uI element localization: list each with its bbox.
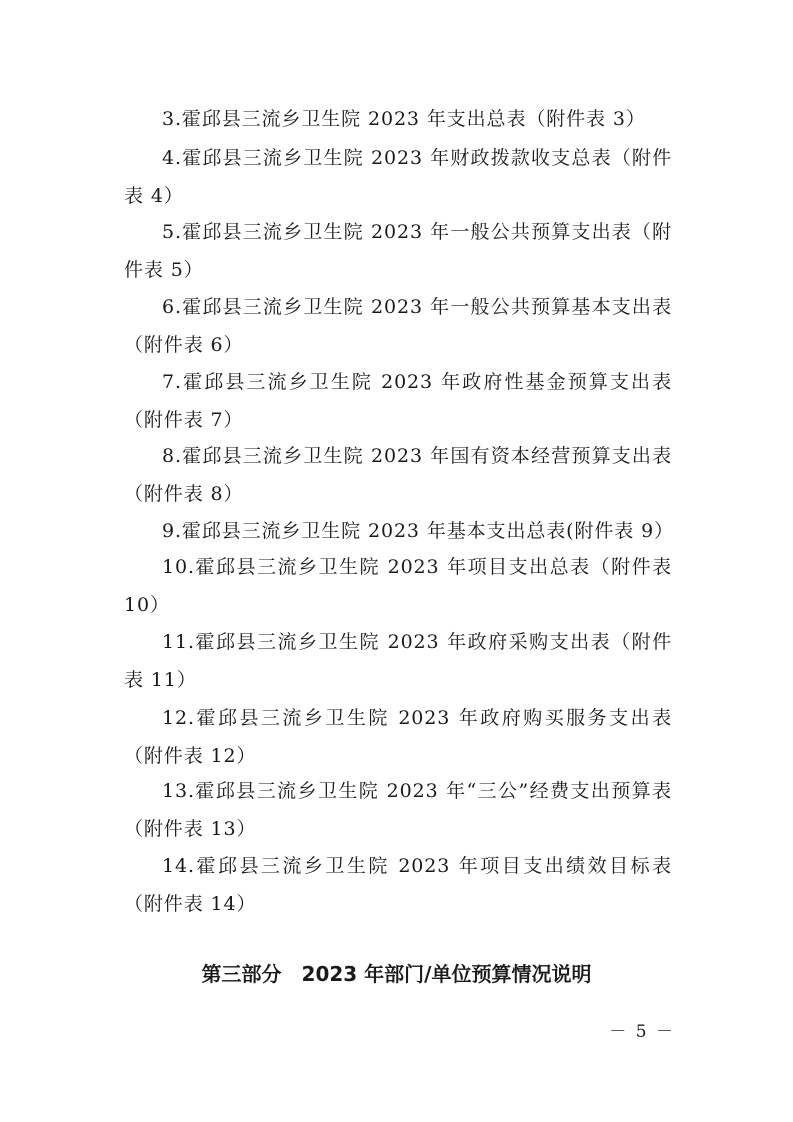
list-item: 5.霍邱县三流乡卫生院 2023 年一般公共预算支出表（附件表 5） [124,221,672,281]
list-item: 14.霍邱县三流乡卫生院 2023 年项目支出绩效目标表（附件表 14） [124,855,672,915]
list-item: 6.霍邱县三流乡卫生院 2023 年一般公共预算基本支出表（附件表 6） [124,296,672,356]
section-heading: 第三部分 2023 年部门/单位预算情况说明 [201,962,592,986]
list-item: 13.霍邱县三流乡卫生院 2023 年“三公”经费支出预算表（附件表 13） [124,780,672,840]
list-item: 8.霍邱县三流乡卫生院 2023 年国有资本经营预算支出表（附件表 8） [124,445,672,505]
list-item: 12.霍邱县三流乡卫生院 2023 年政府购买服务支出表（附件表 12） [124,707,672,767]
list-item: 3.霍邱县三流乡卫生院 2023 年支出总表（附件表 3） [162,108,646,130]
list-item: 7.霍邱县三流乡卫生院 2023 年政府性基金预算支出表（附件表 7） [124,371,672,431]
list-item: 9.霍邱县三流乡卫生院 2023 年基本支出总表(附件表 9） [162,520,675,542]
page-number: － 5 － [609,1022,675,1042]
list-item: 11.霍邱县三流乡卫生院 2023 年政府采购支出表（附件表 11） [124,631,672,691]
list-item: 4.霍邱县三流乡卫生院 2023 年财政拨款收支总表（附件表 4） [124,147,672,207]
list-item: 10.霍邱县三流乡卫生院 2023 年项目支出总表（附件表 10） [124,556,672,616]
